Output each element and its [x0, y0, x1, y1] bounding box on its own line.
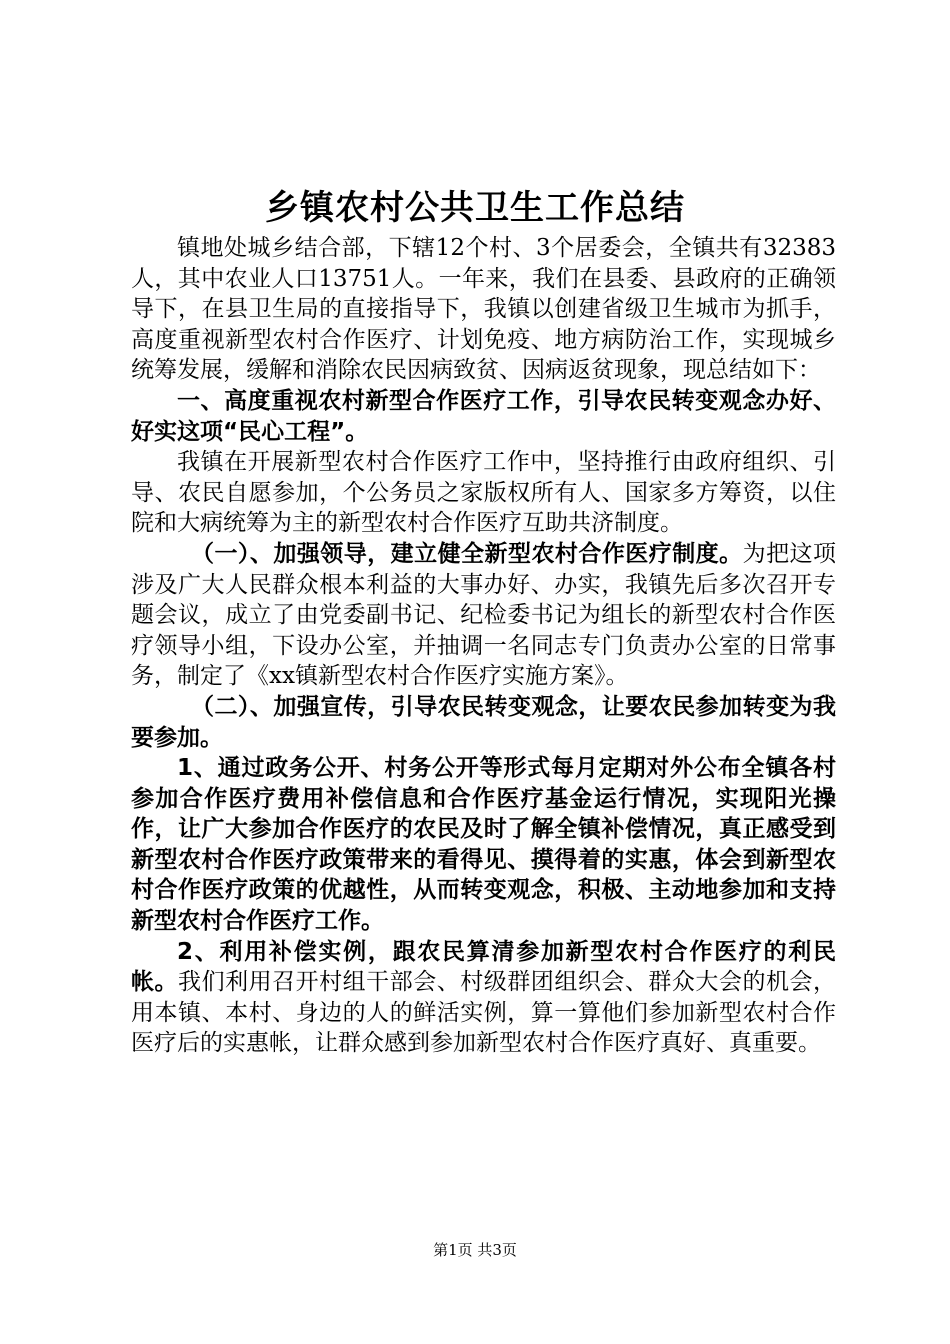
item-1-paragraph: 1、通过政务公开、村务公开等形式每月定期对外公布全镇各村参加合作医疗费用补偿信息和合作医疗基金运行情况，实现阳光操作，让广大参加合作医疗的农民及时了解全镇补偿情况，真正感受到新型农村合作医疗政策带来的看得见、摸得着的实惠，体会到新型农村合作医疗政策的优越性，从而转变观念，积极、主动地参加和支持新型农村合作医疗工作。 [131, 755, 836, 935]
subsection-1-paragraph [131, 539, 836, 692]
item-2-text: 我们利用召开村组干部会、村级群团组织会、群众大会的机会，用本镇、本村、身边的人的鲜活实例，算一算他们参加新型农村合作医疗后的实惠帐，让群众感到参加新型农村合作医疗真好、真重要。 [131, 969, 837, 1057]
item-2-heading: 2、利用补偿实例，跟农民算清参加新型农村合作医疗的利民帐。 [131, 938, 836, 996]
page-footer: 第1页 共3页 [433, 1241, 517, 1259]
subsection-1-text: 为把这项涉及广大人民群众根本利益的大事办好、办实，我镇先后多次召开专题会议，成立了由党委副书记、纪检委书记为组长的新型农村合作医疗领导小组，下设办公室，并抽调一名同志专门负责办公室的日常事务，制定了《xx镇新型农村合作医疗实施方案》。 [131, 540, 837, 690]
document-title: 乡镇农村公共卫生工作总结 [265, 188, 685, 228]
intro-paragraph: 镇地处城乡结合部，下辖12个村、3个居委会，全镇共有32383人，其中农业人口13751人。一年来，我们在县委、县政府的正确领导下，在县卫生局的直接指导下，我镇以创建省级卫生城市为抓手，高度重视新型农村合作医疗、计划免疫、地方病防治工作，实现城乡统筹发展，缓解和消除农民因病致贫、因病返贫现象，现总结如下： [131, 235, 836, 384]
section-1-paragraph: 我镇在开展新型农村合作医疗工作中，坚持推行由政府组织、引导、农民自愿参加，个公务员之家版权所有人、国家多方筹资，以住院和大病统筹为主的新型农村合作医疗互助共济制度。 [131, 449, 836, 537]
document-body [131, 233, 836, 1059]
subsection-1-heading: （一）、加强领导，建立健全新型农村合作医疗制度。 [191, 540, 743, 567]
item-2-paragraph [131, 937, 836, 1059]
subsection-2-heading: （二）、加强宣传，引导农民转变观念，让要农民参加转变为我要参加。 [131, 693, 836, 751]
section-heading-1: 一、高度重视农村新型合作医疗工作，引导农民转变观念办好、好实这项“民心工程”。 [131, 387, 836, 445]
